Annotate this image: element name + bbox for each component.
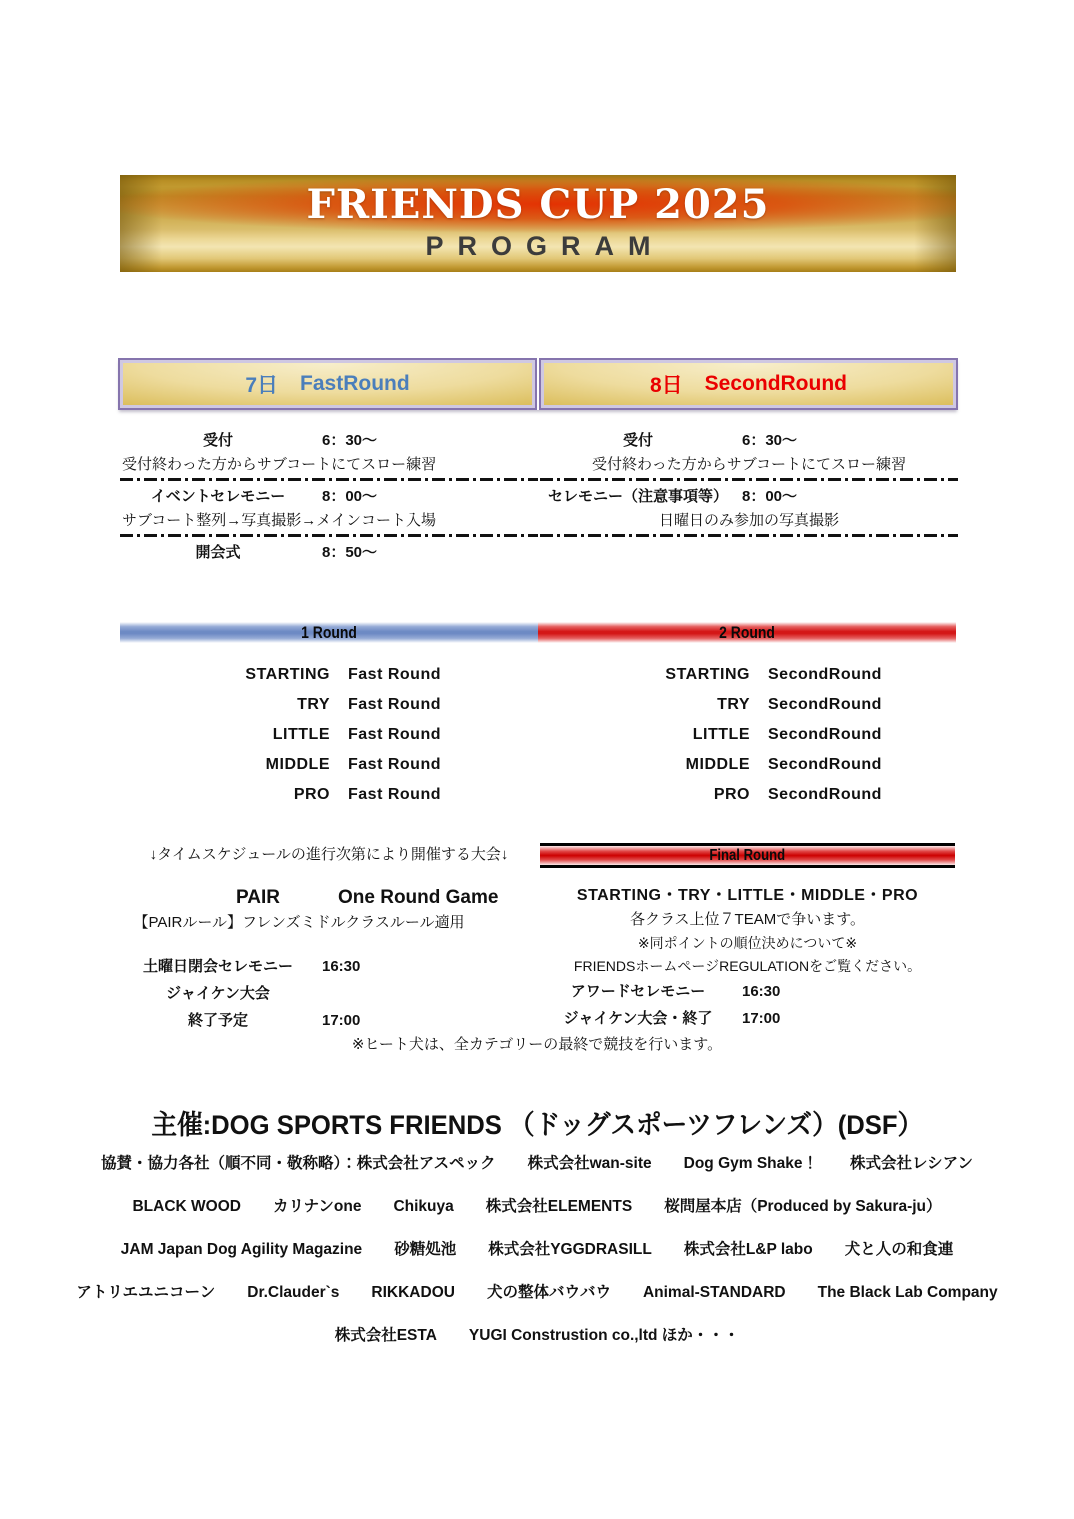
round-name: FastRound xyxy=(300,372,410,395)
round1-bar-label: 1 Round xyxy=(301,623,357,642)
class-row xyxy=(540,660,958,690)
schedule-note: サブコート整列→写真撮影→メインコート入場 xyxy=(122,512,436,529)
final-description: 各クラス上位７TEAMで争います。 xyxy=(629,911,866,928)
class-round: Fast Round xyxy=(348,786,441,803)
pair-times xyxy=(120,953,538,1034)
schedule-time: 6：30～ xyxy=(742,432,798,449)
pair-rule-note: 【PAIRルール】フレンズミドルクラスルール適用 xyxy=(133,914,465,931)
schedule-row-ceremony xyxy=(540,484,958,509)
sponsor-item: 株式会社ELEMENTS xyxy=(485,1198,633,1215)
heat-dog-note: ※ヒート犬は、全カテゴリーの最終で競技を行います。 xyxy=(351,1036,723,1053)
closing-ceremony-row xyxy=(120,953,538,980)
sponsor-line xyxy=(0,1283,1074,1303)
schedule-row-opening xyxy=(120,540,538,565)
round1-bar xyxy=(120,622,538,643)
dashed-divider xyxy=(120,478,538,481)
organizer-text: 主催:DOG SPORTS FRIENDS （ドッグスポーツフレンズ）(DSF） xyxy=(151,1110,923,1140)
pair-row xyxy=(120,885,538,911)
jaiken-end-row xyxy=(540,1005,955,1032)
schedule-row-ceremony xyxy=(120,484,538,509)
pair-label: PAIR xyxy=(236,887,280,908)
class-name: TRY xyxy=(297,696,330,713)
class-round: Fast Round xyxy=(348,666,441,683)
final-note-1: ※同ポイントの順位決めについて※ xyxy=(637,935,858,951)
class-name: MIDDLE xyxy=(685,756,750,773)
sponsor-list xyxy=(0,1154,1074,1369)
sponsor-item: 協賛・協力各社（順不同・敬称略）：株式会社アスペック xyxy=(100,1155,496,1172)
class-round: Fast Round xyxy=(348,726,441,743)
round2-bar xyxy=(538,622,956,643)
sponsor-item: 株式会社L&P labo xyxy=(683,1241,813,1258)
class-round: SecondRound xyxy=(768,726,882,743)
sponsor-line xyxy=(0,1326,1074,1346)
schedule-label: 土曜日閉会セレモニー xyxy=(142,958,293,975)
sponsor-item: Dog Gym Shake！ xyxy=(683,1155,819,1172)
dashed-divider xyxy=(540,478,958,481)
schedule-time: 17:00 xyxy=(742,1010,781,1027)
pair-game: One Round Game xyxy=(338,887,499,908)
schedule-label: 開会式 xyxy=(195,544,241,561)
class-name: TRY xyxy=(717,696,750,713)
dashed-divider xyxy=(540,534,958,537)
pair-section xyxy=(120,843,538,1034)
class-round: Fast Round xyxy=(348,696,441,713)
award-ceremony-row xyxy=(540,978,955,1005)
round2-bar-label: 2 Round xyxy=(719,623,775,642)
class-row xyxy=(120,720,538,750)
schedule-time: 8：50～ xyxy=(322,544,378,561)
class-name: STARTING xyxy=(245,666,330,683)
class-name: LITTLE xyxy=(272,726,330,743)
day-header-row xyxy=(118,358,958,410)
sponsor-item: 株式会社レシアン xyxy=(850,1155,974,1172)
schedule-time: 17:00 xyxy=(322,1012,361,1029)
sponsor-item: 株式会社ESTA xyxy=(334,1327,437,1344)
sponsor-item: Dr.Clauder`s xyxy=(247,1284,340,1301)
sponsor-item: 株式会社YGGDRASILL xyxy=(488,1241,652,1258)
class-row xyxy=(120,750,538,780)
schedule-row-reception xyxy=(540,428,958,453)
class-round: SecondRound xyxy=(768,756,882,773)
sponsor-item: 犬の整体バウバウ xyxy=(486,1284,611,1301)
schedule-label: 受付 xyxy=(622,432,653,449)
schedule-time: 8：00～ xyxy=(322,488,378,505)
final-note-2: FRIENDSホームページREGULATIONをご覧ください。 xyxy=(573,958,922,974)
class-row xyxy=(540,720,958,750)
schedule-label: ジャイケン大会 xyxy=(166,985,270,1002)
pair-arrow-note: ↓タイムスケジュールの進行次第により開催する大会↓ xyxy=(149,846,509,863)
class-row xyxy=(540,780,958,810)
event-title: FRIENDS CUP 2025 xyxy=(306,181,770,228)
class-name: PRO xyxy=(713,786,750,803)
class-name: MIDDLE xyxy=(265,756,330,773)
schedule-label: イベントセレモニー xyxy=(150,488,286,505)
class-name: STARTING xyxy=(665,666,750,683)
schedule-label: 終了予定 xyxy=(187,1012,248,1029)
sponsor-item: カリナンone xyxy=(272,1198,362,1215)
end-row xyxy=(120,1007,538,1034)
sponsor-item: 砂糖処池 xyxy=(394,1241,457,1258)
day-number: 7日 xyxy=(245,374,279,397)
program-subtitle: PROGRAM xyxy=(425,231,665,261)
final-round-bar xyxy=(540,843,955,868)
class-round: SecondRound xyxy=(768,696,882,713)
day-header-secondround xyxy=(539,358,958,410)
round-name: SecondRound xyxy=(704,372,847,395)
sponsor-item: 株式会社wan-site xyxy=(527,1155,652,1172)
round2-class-list xyxy=(540,660,958,810)
schedule-label: 受付 xyxy=(202,432,233,449)
class-row xyxy=(120,660,538,690)
class-row xyxy=(540,750,958,780)
sponsor-item: Chikuya xyxy=(393,1198,454,1215)
class-name: PRO xyxy=(293,786,330,803)
class-name: LITTLE xyxy=(692,726,750,743)
schedule-sunday xyxy=(540,428,958,540)
schedule-time: 16:30 xyxy=(322,958,361,975)
class-round: SecondRound xyxy=(768,666,882,683)
class-row xyxy=(540,690,958,720)
schedule-note: 受付終わった方からサブコートにてスロー練習 xyxy=(122,456,437,473)
class-round: SecondRound xyxy=(768,786,882,803)
schedule-label: ジャイケン大会・終了 xyxy=(563,1010,713,1027)
sponsor-line xyxy=(0,1240,1074,1260)
sponsor-item: アトリエユニコーン xyxy=(76,1284,216,1301)
day-number: 8日 xyxy=(649,374,683,397)
sponsor-item: RIKKADOU xyxy=(371,1284,455,1301)
final-round-bar-label: Final Round xyxy=(709,847,786,864)
class-row xyxy=(120,690,538,720)
schedule-row-reception xyxy=(120,428,538,453)
sponsor-line xyxy=(0,1197,1074,1217)
sponsor-item: YUGI Construstion co.,ltd ほか・・・ xyxy=(468,1327,740,1344)
round-bars xyxy=(120,622,956,643)
final-round-section xyxy=(540,843,955,1032)
final-classes: STARTING・TRY・LITTLE・MIDDLE・PRO xyxy=(576,887,919,904)
schedule-saturday xyxy=(120,428,538,565)
sponsor-item: JAM Japan Dog Agility Magazine xyxy=(120,1241,363,1258)
schedule-time: 8：00～ xyxy=(742,488,798,505)
schedule-time: 6：30～ xyxy=(322,432,378,449)
schedule-label: セレモニー（注意事項等） xyxy=(547,488,728,505)
day-header-fastround xyxy=(118,358,537,410)
title-banner xyxy=(120,175,956,272)
class-round: Fast Round xyxy=(348,756,441,773)
schedule-time: 16:30 xyxy=(742,983,781,1000)
schedule-note: 受付終わった方からサブコートにてスロー練習 xyxy=(591,456,907,473)
class-row xyxy=(120,780,538,810)
dashed-divider xyxy=(120,534,538,537)
organizer-line xyxy=(0,1103,1074,1142)
schedule-time xyxy=(322,980,538,1007)
sponsor-item: 桜問屋本店（Produced by Sakura-ju） xyxy=(664,1198,942,1215)
schedule-label: アワードセレモニー xyxy=(570,983,706,1000)
sponsor-item: 犬と人の和食連 xyxy=(844,1241,954,1258)
round1-class-list xyxy=(120,660,538,810)
sponsor-item: Animal-STANDARD xyxy=(642,1284,786,1301)
jaiken-row xyxy=(120,980,538,1007)
sponsor-item: BLACK WOOD xyxy=(132,1198,241,1215)
schedule-note: 日曜日のみ参加の写真撮影 xyxy=(658,512,839,529)
sponsor-item: The Black Lab Company xyxy=(817,1284,998,1301)
sponsor-line xyxy=(0,1154,1074,1174)
